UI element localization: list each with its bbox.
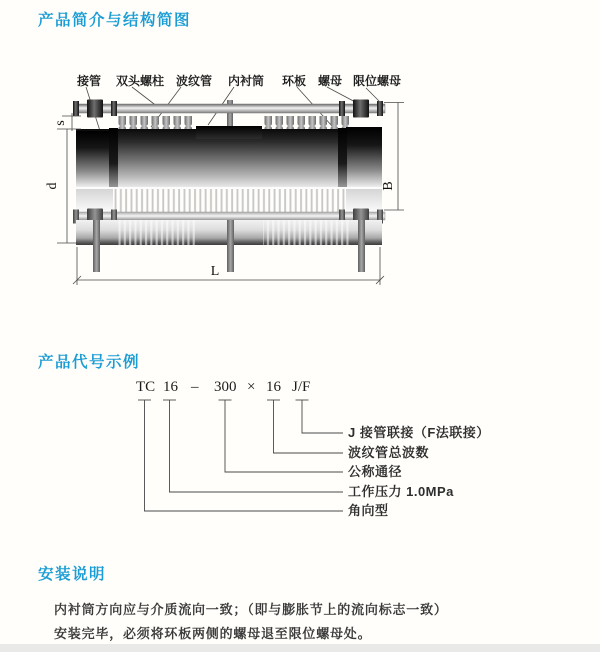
code-part-pressure: 16	[163, 379, 178, 395]
code-part-times-sign: ×	[247, 379, 256, 395]
structure-diagram	[45, 73, 404, 285]
code-part-waves: 16	[266, 379, 281, 395]
install-note-line-1: 内衬筒方向应与介质流向一致；（即与膨胀节上的流向标志一致）	[54, 602, 448, 617]
annotation-pressure: 工作压力 1.0MPa	[348, 484, 454, 499]
part-label-stud: 双头螺柱	[115, 74, 165, 88]
part-label-nut: 螺母	[317, 74, 343, 88]
section-title-intro: 产品简介与结构简图	[38, 12, 192, 29]
annotation-connection: J 接管联接（F法联接）	[348, 425, 490, 440]
code-part-type: TC	[136, 379, 156, 395]
code-part-diameter: 300	[214, 379, 237, 395]
part-label-pipe-end: 接管	[76, 74, 102, 88]
part-label-liner: 内衬筒	[227, 74, 265, 88]
code-callout-lines	[138, 400, 343, 511]
annotation-type: 角向型	[348, 503, 389, 518]
page-bottom-divider	[0, 644, 600, 652]
code-part-dash: –	[191, 379, 199, 395]
lower-reflection	[73, 189, 385, 272]
dimension-label-d: d	[45, 182, 60, 190]
section-title-install: 安装说明	[38, 566, 107, 583]
part-label-ring-plate: 环板	[281, 74, 307, 88]
annotation-waves: 波纹管总波数	[348, 445, 430, 460]
install-note-line-2: 安装完毕，必须将环板两侧的螺母退至限位螺母处。	[54, 626, 372, 641]
annotation-diameter: 公称通径	[348, 464, 403, 479]
section-title-code-example: 产品代号示例	[38, 354, 141, 371]
dimension-label-s: s	[53, 120, 68, 126]
code-part-connection: J/F	[292, 379, 311, 395]
part-label-limit-nut: 限位螺母	[352, 74, 402, 88]
dimension-label-L: L	[210, 264, 220, 279]
upper-shell	[76, 126, 382, 188]
part-label-bellows: 波纹管	[175, 74, 213, 88]
dimension-label-B: B	[381, 181, 396, 191]
